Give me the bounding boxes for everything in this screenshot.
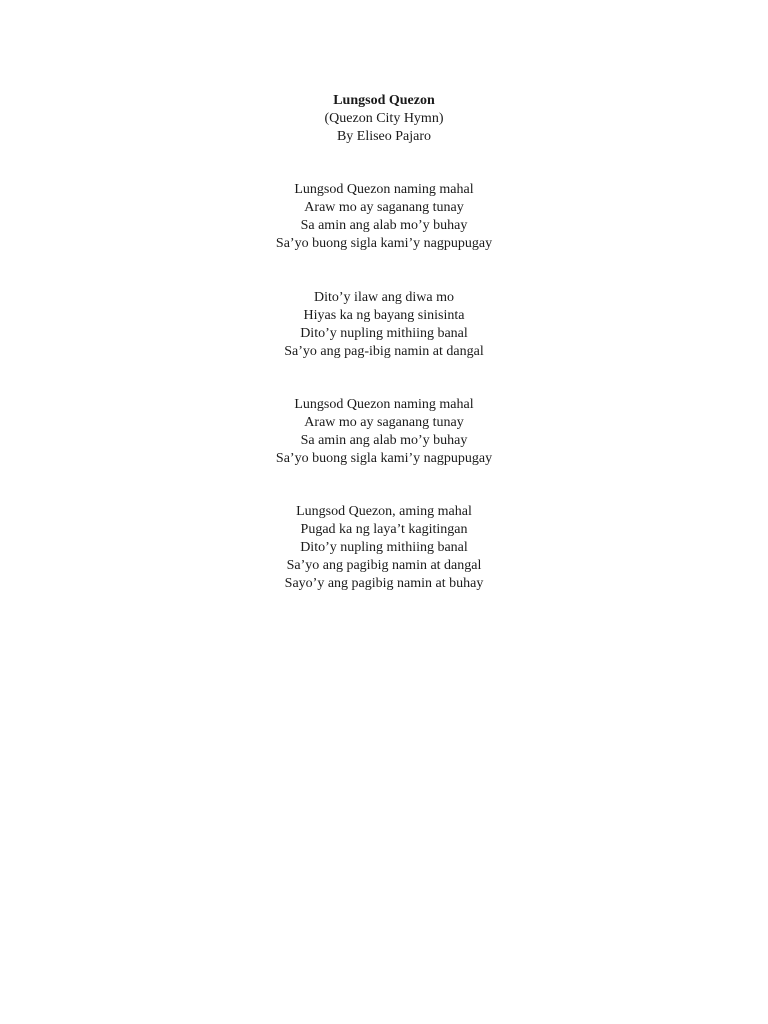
stanza-line: Lungsod Quezon naming mahal bbox=[294, 397, 474, 412]
stanza-line: Sa amin ang alab mo’y buhay bbox=[300, 433, 468, 448]
stanza-line: Dito’y nupling mithiing banal bbox=[300, 326, 468, 341]
stanza-line: Hiyas ka ng bayang sinisinta bbox=[303, 308, 465, 323]
stanza-line: Lungsod Quezon naming mahal bbox=[294, 182, 474, 197]
stanza-line: Araw mo ay saganang tunay bbox=[304, 415, 464, 430]
stanza-line: Araw mo ay saganang tunay bbox=[304, 200, 464, 215]
stanza-line: Pugad ka ng laya’t kagitingan bbox=[300, 522, 468, 537]
stanza-line: Lungsod Quezon, aming mahal bbox=[296, 504, 472, 519]
stanza-line: Sa’yo buong sigla kami’y nagpupugay bbox=[275, 451, 493, 466]
stanza-line: Sa’yo ang pag-ibig namin at dangal bbox=[284, 344, 484, 359]
document-author: By Eliseo Pajaro bbox=[336, 129, 432, 144]
document-header bbox=[0, 92, 768, 146]
stanza-line: Sayo’y ang pagibig namin at buhay bbox=[284, 576, 484, 591]
stanza-1 bbox=[0, 181, 768, 253]
document-subtitle: (Quezon City Hymn) bbox=[324, 111, 444, 126]
stanza-line: Sa’yo buong sigla kami’y nagpupugay bbox=[275, 236, 493, 251]
stanza-line: Dito’y nupling mithiing banal bbox=[300, 540, 468, 555]
stanza-line: Sa’yo ang pagibig namin at dangal bbox=[286, 558, 482, 573]
document-title: Lungsod Quezon bbox=[333, 93, 435, 108]
stanza-line: Sa amin ang alab mo’y buhay bbox=[300, 218, 468, 233]
stanza-3 bbox=[0, 396, 768, 468]
stanza-line: Dito’y ilaw ang diwa mo bbox=[314, 290, 454, 305]
stanza-4 bbox=[0, 503, 768, 593]
stanza-2 bbox=[0, 289, 768, 361]
